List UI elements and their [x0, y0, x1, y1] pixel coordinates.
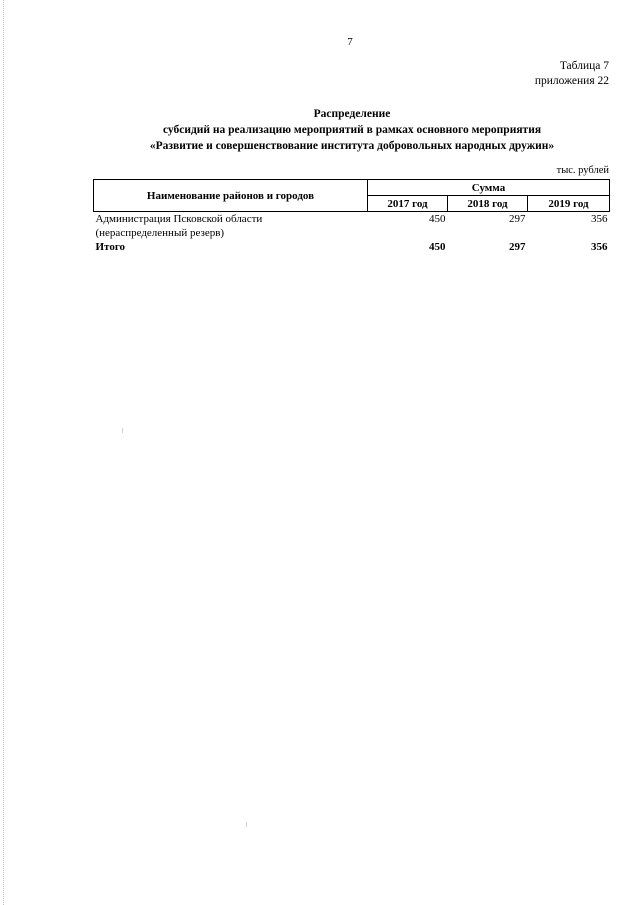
row-name-line1: Администрация Псковской области: [95, 213, 263, 225]
table-ref-line1: Таблица 7: [559, 60, 609, 72]
header-year-2019: 2019 год: [528, 196, 610, 212]
total-value-2018: 297: [509, 241, 526, 253]
heading-line3: «Развитие и совершенствование института добровольных народных дружин»: [149, 140, 555, 152]
row-value-2019: 356: [591, 213, 608, 225]
distribution-table: [93, 179, 610, 254]
scan-edge-line: [3, 0, 4, 905]
row-value-2018: 297: [509, 213, 526, 225]
page-number: 7: [347, 36, 353, 48]
table-reference: [535, 59, 609, 89]
heading-line1: Распределение: [313, 108, 391, 120]
units-label: тыс. рублей: [556, 165, 609, 176]
row-name-line2: (нераспределенный резерв): [95, 227, 225, 239]
table-row: [94, 212, 610, 241]
header-row-main: [94, 180, 610, 196]
total-label: Итого: [95, 241, 126, 253]
scan-mark: [246, 822, 247, 827]
table-ref-line2: приложения 22: [534, 75, 609, 87]
header-name: Наименование районов и городов: [94, 180, 368, 212]
row-value-2017: 450: [429, 213, 446, 225]
header-year-2017: 2017 год: [368, 196, 448, 212]
total-row: [94, 240, 610, 254]
row-name: [94, 212, 368, 241]
document-heading: [96, 106, 608, 154]
header-sum: Сумма: [368, 180, 610, 196]
total-value-2019: 356: [591, 241, 608, 253]
header-year-2018: 2018 год: [448, 196, 528, 212]
scan-mark: [122, 428, 123, 433]
heading-line2: субсидий на реализацию мероприятий в рамках основного мероприятия: [162, 124, 542, 136]
total-value-2017: 450: [429, 241, 446, 253]
